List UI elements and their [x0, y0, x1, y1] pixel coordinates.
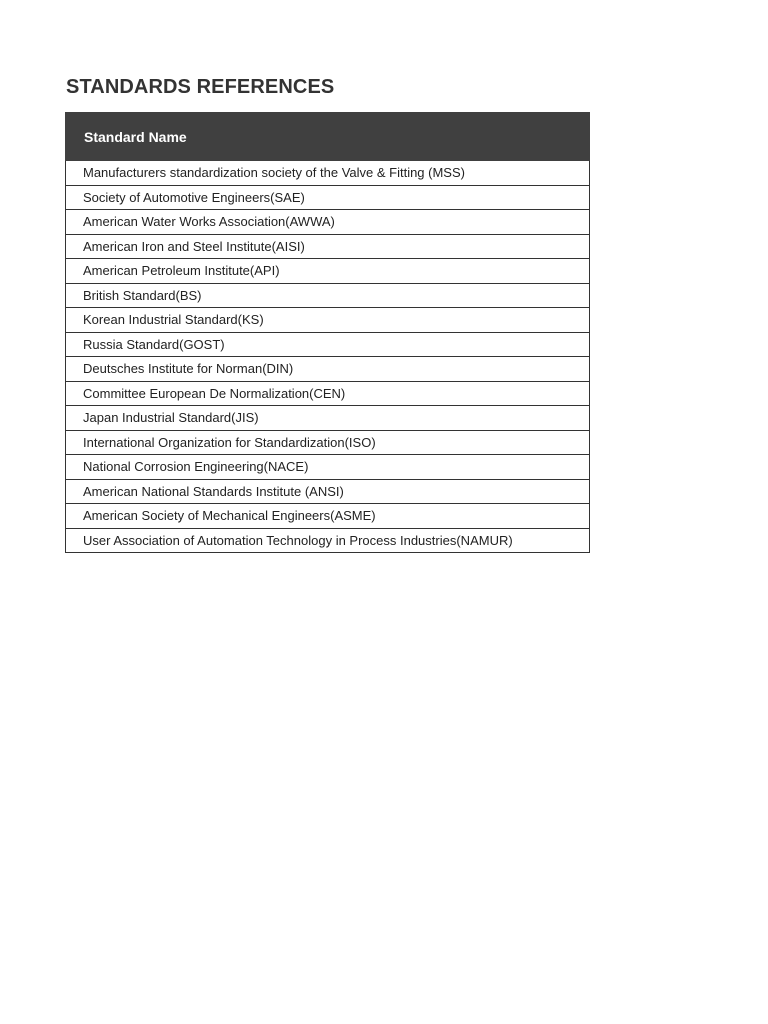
table-cell: Japan Industrial Standard(JIS) — [66, 406, 590, 431]
table-row — [66, 528, 590, 553]
table-row — [66, 332, 590, 357]
table-row — [66, 479, 590, 504]
table-cell: American National Standards Institute (ANSI) — [66, 479, 590, 504]
table-row — [66, 234, 590, 259]
table-row — [66, 283, 590, 308]
table-cell: Deutsches Institute for Norman(DIN) — [66, 357, 590, 382]
table-cell: Manufacturers standardization society of the Valve & Fitting (MSS) — [66, 161, 590, 186]
table-row — [66, 357, 590, 382]
table-header-row — [66, 113, 590, 161]
table-row — [66, 455, 590, 480]
table-cell: American Society of Mechanical Engineers(ASME) — [66, 504, 590, 529]
table-cell: User Association of Automation Technology in Process Industries(NAMUR) — [66, 528, 590, 553]
table-cell: American Water Works Association(AWWA) — [66, 210, 590, 235]
table-cell: American Iron and Steel Institute(AISI) — [66, 234, 590, 259]
table-row — [66, 161, 590, 186]
table-cell: National Corrosion Engineering(NACE) — [66, 455, 590, 480]
table-row — [66, 210, 590, 235]
table-row — [66, 504, 590, 529]
column-header-standard-name: Standard Name — [66, 113, 590, 161]
standards-table — [65, 112, 590, 553]
table-cell: American Petroleum Institute(API) — [66, 259, 590, 284]
table-cell: Russia Standard(GOST) — [66, 332, 590, 357]
table-row — [66, 259, 590, 284]
table-row — [66, 406, 590, 431]
table-cell: International Organization for Standardization(ISO) — [66, 430, 590, 455]
page-title: STANDARDS REFERENCES — [66, 76, 335, 98]
table-cell: Society of Automotive Engineers(SAE) — [66, 185, 590, 210]
table-cell: British Standard(BS) — [66, 283, 590, 308]
table-row — [66, 430, 590, 455]
table-row — [66, 185, 590, 210]
table-row — [66, 308, 590, 333]
table-cell: Korean Industrial Standard(KS) — [66, 308, 590, 333]
table-cell: Committee European De Normalization(CEN) — [66, 381, 590, 406]
table-row — [66, 381, 590, 406]
